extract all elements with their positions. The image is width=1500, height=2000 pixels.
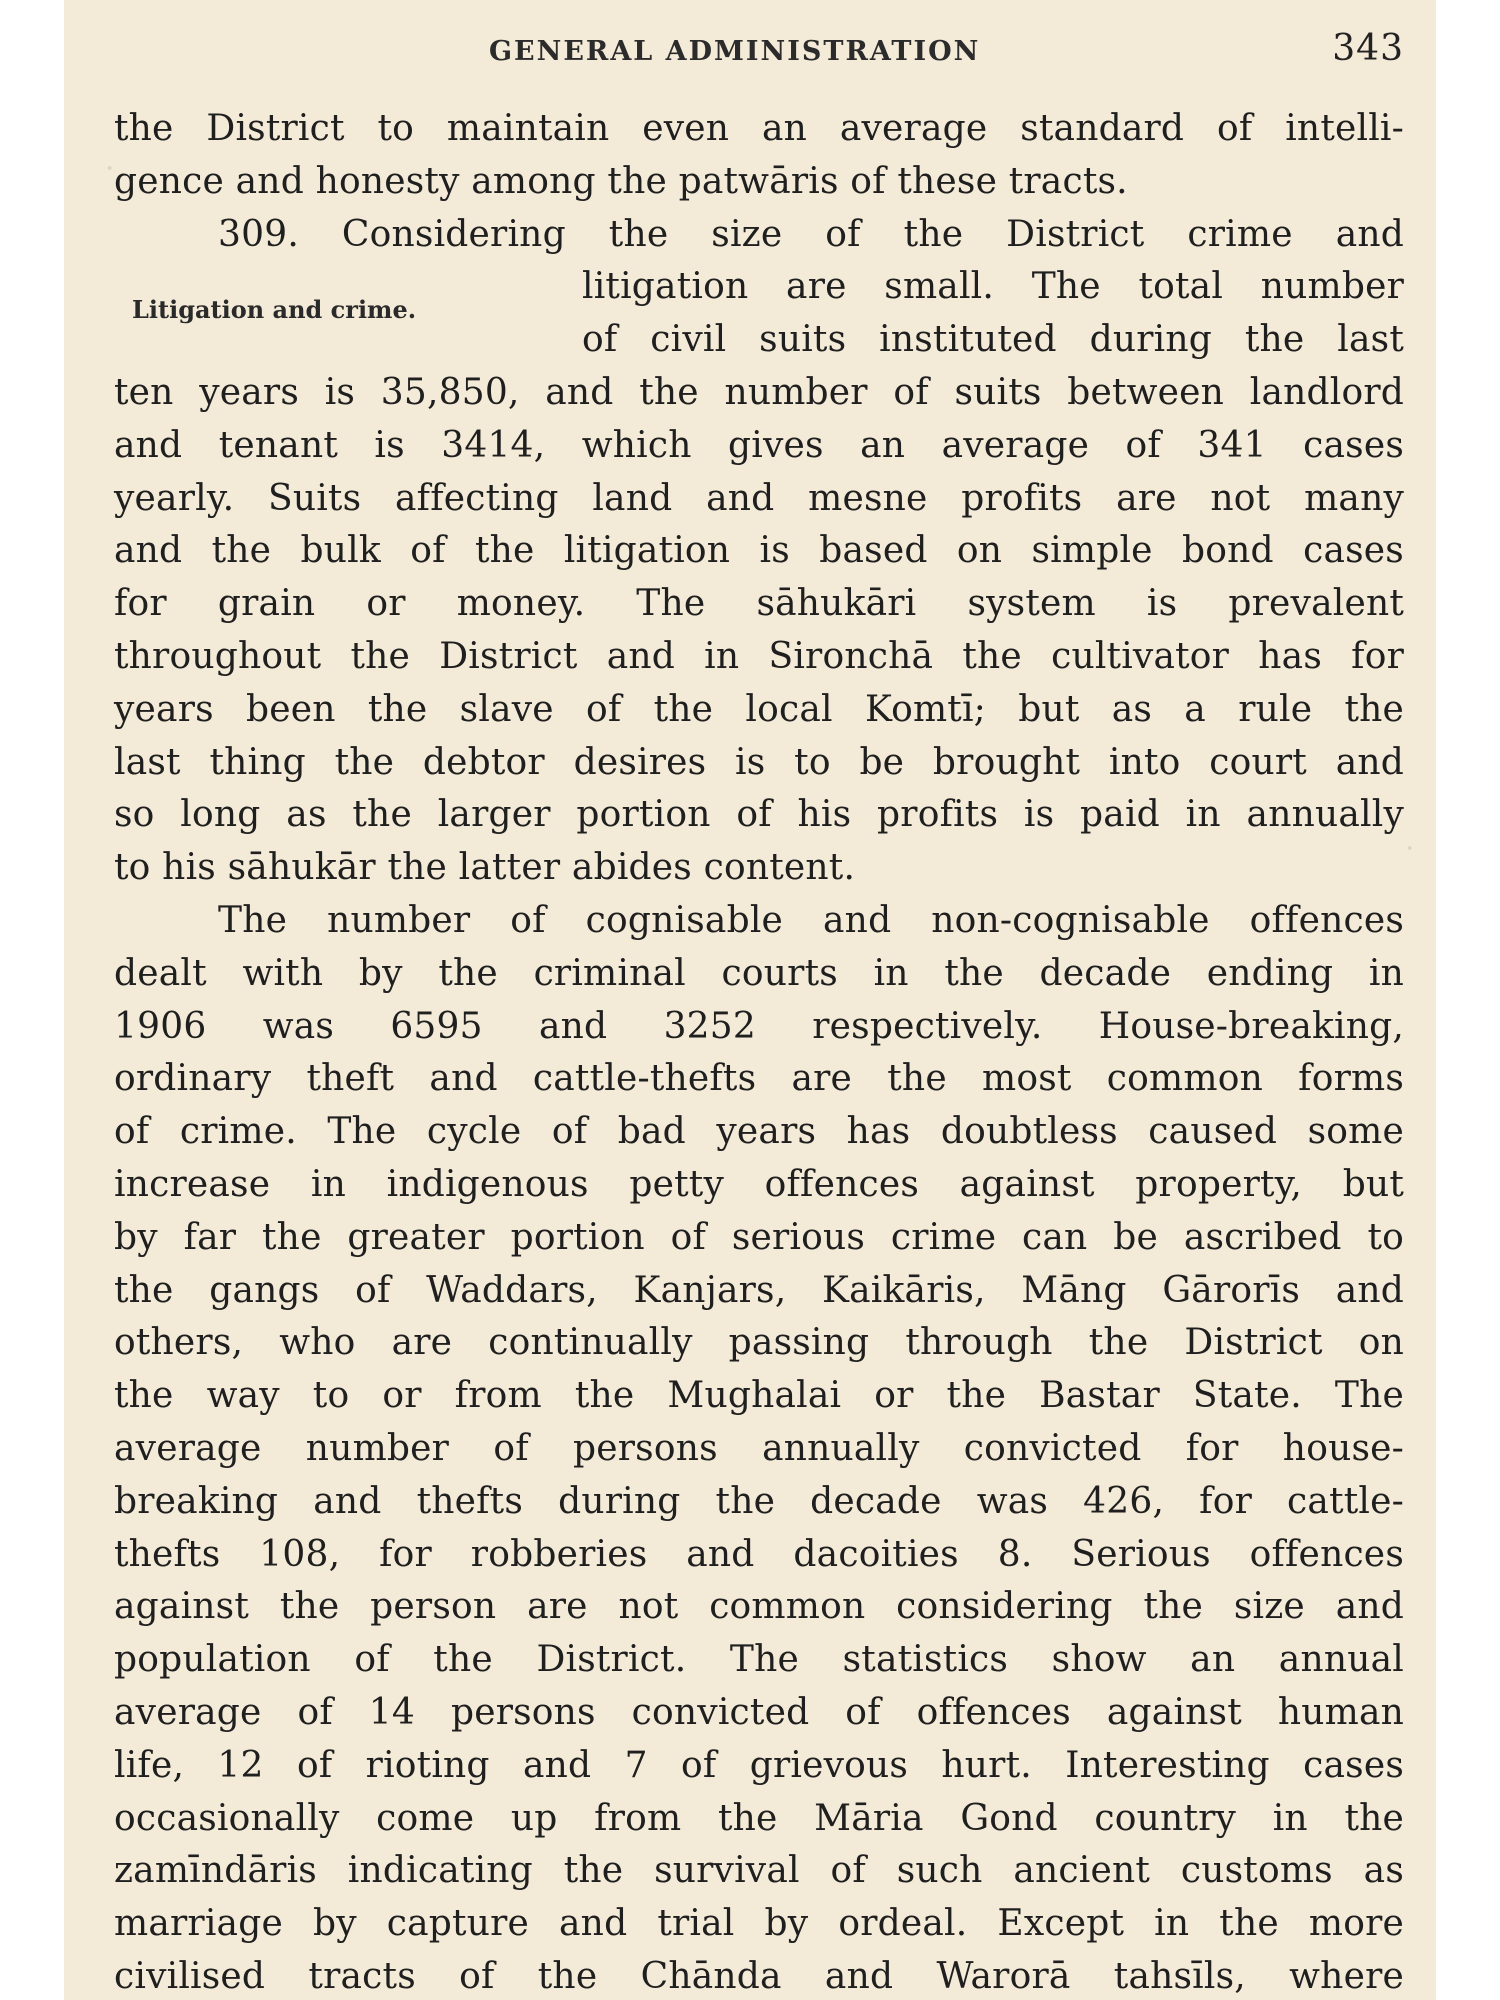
bleed-through-mark: · xyxy=(1404,830,1416,867)
text-line: The number of cognisable and non-cognisable offences xyxy=(218,899,1404,941)
book-page xyxy=(114,0,1404,2000)
text-line: and tenant is 3414, which gives an average of 341 cases xyxy=(114,424,1404,466)
text-line: 309. Considering the size of the District crime and xyxy=(218,213,1404,255)
text-line: life, 12 of rioting and 7 of grievous hurt. Interesting cases xyxy=(114,1744,1404,1786)
text-line: average of 14 persons convicted of offences against human xyxy=(114,1691,1404,1733)
text-line: gence and honesty among the patwāris of these tracts. xyxy=(114,160,1128,202)
text-line: yearly. Suits affecting land and mesne profits are not many xyxy=(114,477,1404,519)
bleed-through-mark: · xyxy=(104,150,116,187)
text-line: the District to maintain even an average standard of intelli- xyxy=(114,108,1404,149)
text-line: civilised tracts of the Chānda and Warorā tahsīls, where xyxy=(114,1955,1404,1997)
text-line: others, who are continually passing through the District on xyxy=(114,1322,1404,1364)
text-line: years been the slave of the local Komtī; but as a rule the xyxy=(114,688,1404,730)
text-line: population of the District. The statistics show an annual xyxy=(114,1639,1404,1681)
text-line: last thing the debtor desires is to be brought into court and xyxy=(114,741,1404,783)
text-line: against the person are not common considering the size and xyxy=(114,1586,1404,1628)
text-line: by far the greater portion of serious crime can be ascribed to xyxy=(114,1216,1404,1258)
text-line: for grain or money. The sāhukāri system is prevalent xyxy=(114,583,1404,625)
text-line: dealt with by the criminal courts in the decade ending in xyxy=(114,952,1404,994)
text-line: so long as the larger portion of his profits is paid in annually xyxy=(114,794,1404,836)
text-line: marriage by capture and trial by ordeal. Except in the more xyxy=(114,1903,1404,1945)
text-line: increase in indigenous petty offences against property, but xyxy=(114,1163,1404,1205)
text-line: breaking and thefts during the decade was 426, for cattle- xyxy=(114,1480,1404,1522)
text-line: to his sāhukār the latter abides content. xyxy=(114,847,856,889)
text-line: zamīndāris indicating the survival of such ancient customs as xyxy=(114,1850,1404,1892)
running-title: GENERAL ADMINISTRATION xyxy=(489,36,981,67)
text-line: the gangs of Waddars, Kanjars, Kaikāris, Māng Gārorīs and xyxy=(114,1269,1404,1311)
text-line: 1906 was 6595 and 3252 respectively. House-breaking, xyxy=(114,1005,1404,1047)
text-line: average number of persons annually convicted for house- xyxy=(114,1427,1404,1469)
text-line: throughout the District and in Sironchā the cultivator has for xyxy=(114,635,1404,677)
text-line: thefts 108, for robberies and dacoities 8. Serious offences xyxy=(114,1533,1404,1575)
text-line: the way to or from the Mughalai or the Bastar State. The xyxy=(114,1375,1404,1417)
running-head xyxy=(114,28,1404,78)
text-line: litigation are small. The total number xyxy=(582,266,1404,308)
margin-note: Litigation and crime. xyxy=(132,295,417,324)
text-line: ordinary theft and cattle-thefts are the most common forms xyxy=(114,1058,1404,1100)
text-line: occasionally come up from the Māria Gond country in the xyxy=(114,1797,1404,1839)
page-number: 343 xyxy=(1332,28,1404,69)
text-line: of crime. The cycle of bad years has doubtless caused some xyxy=(114,1111,1404,1153)
text-line: and the bulk of the litigation is based on simple bond cases xyxy=(114,530,1404,572)
body-text xyxy=(114,103,1404,2000)
scanned-page xyxy=(64,0,1436,2000)
text-line: of civil suits instituted during the last xyxy=(582,319,1404,361)
text-line: ten years is 35,850, and the number of suits between landlord xyxy=(114,371,1404,413)
